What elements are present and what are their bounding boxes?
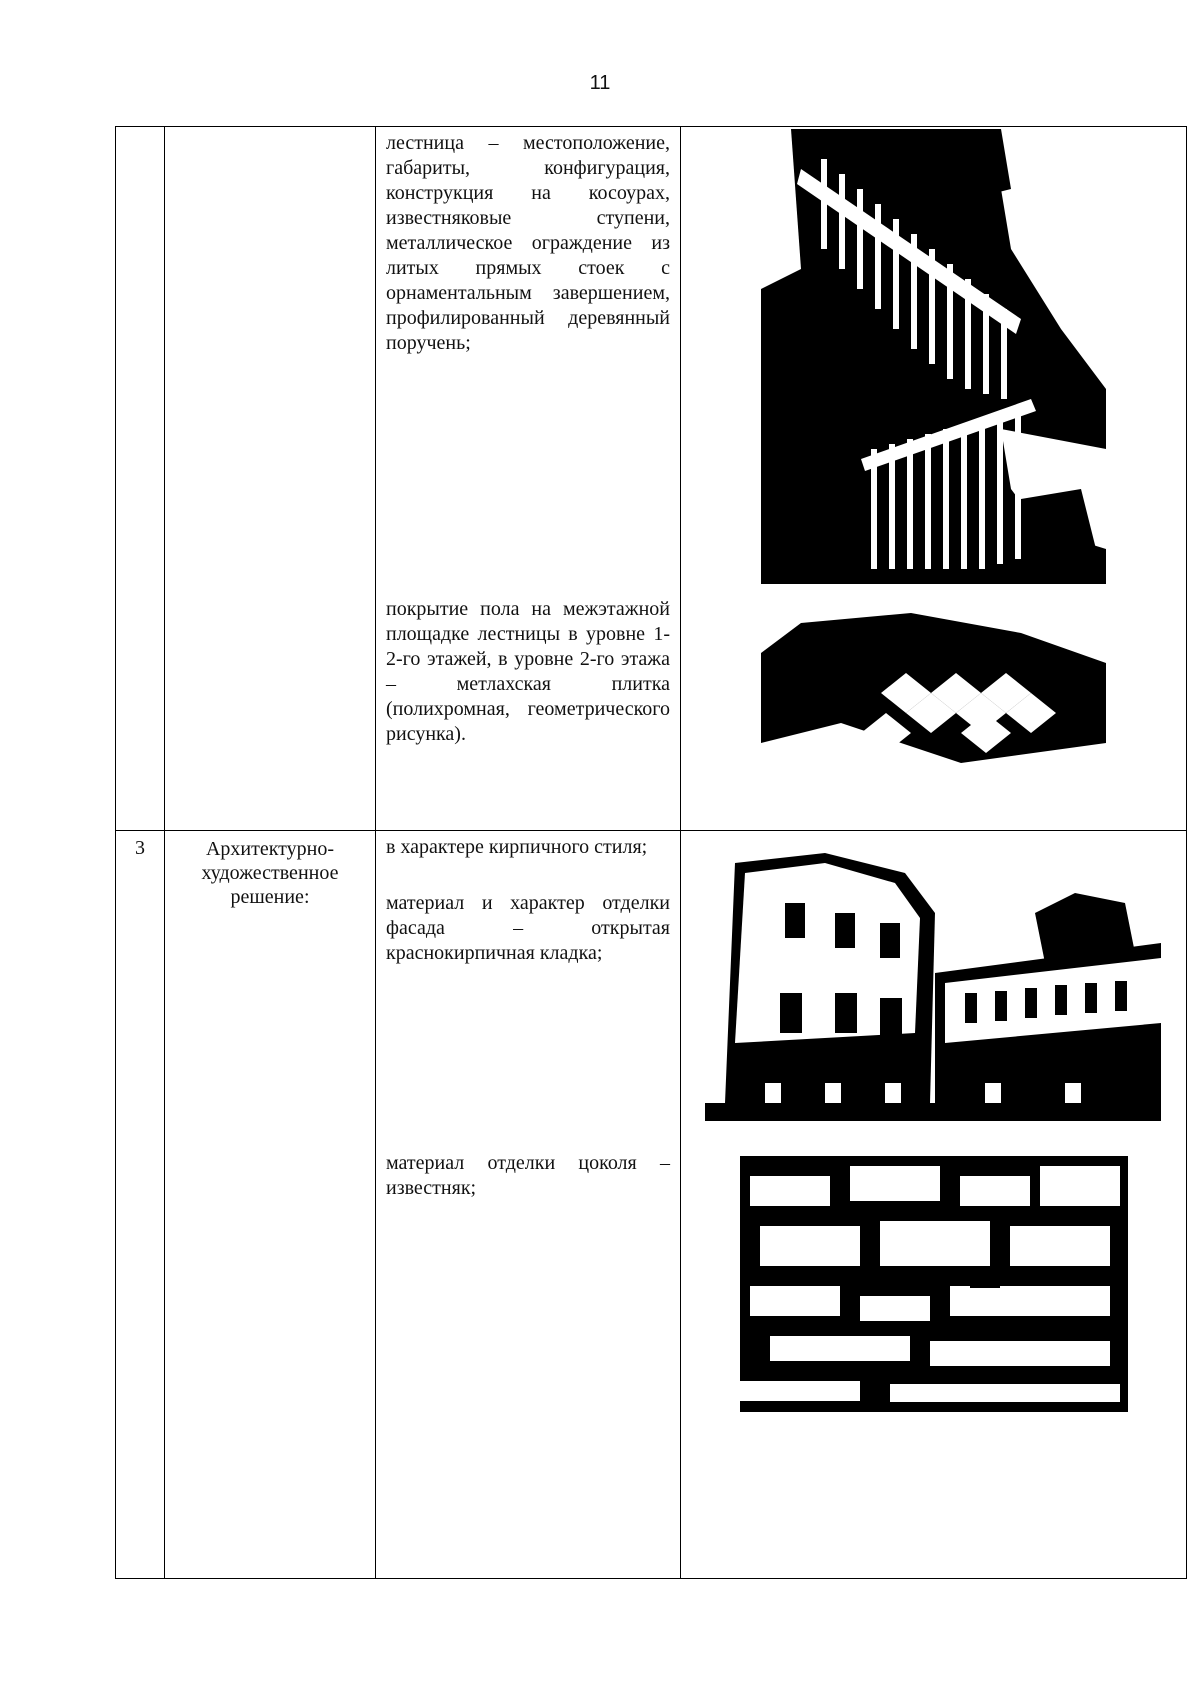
floor-description: покрытие пола на межэтажной площадке лестницы в уровне 1-2-го этажей, в уровне 2-го этажа – метлахская плитка (полихромная, геометрического рисунка). (386, 598, 670, 745)
style-description: в характере кирпичного стиля; (386, 836, 648, 858)
facade-description: материал и характер отделки фасада – открытая краснокирпичная кладка; (386, 892, 670, 964)
description-cell (376, 831, 681, 1579)
floor-tile-photo (761, 593, 1106, 799)
photo-cell (681, 831, 1187, 1579)
features-table (115, 126, 1187, 1579)
feature-name-cell: Архитектурно-художественное решение: (165, 831, 376, 1579)
photo-cell (681, 127, 1187, 831)
table-row (116, 831, 1187, 1579)
page-number: 11 (589, 72, 611, 94)
row-number-cell (116, 127, 165, 831)
feature-name-cell (165, 127, 376, 831)
staircase-description: лестница – местоположение, габариты, конфигурация, конструкция на косоурах, известняковые ступени, металлическое ограждение из литых прямых стоек с орнаментальным завершением, профилированный деревянный поручень; (386, 132, 670, 354)
row-number-cell: 3 (116, 831, 165, 1579)
table-row (116, 127, 1187, 831)
plinth-description: материал отделки цоколя – известняк; (386, 1152, 670, 1199)
description-cell (376, 127, 681, 831)
plinth-photo (740, 1156, 1128, 1412)
facade-photo (705, 833, 1161, 1121)
staircase-photo (761, 129, 1106, 584)
